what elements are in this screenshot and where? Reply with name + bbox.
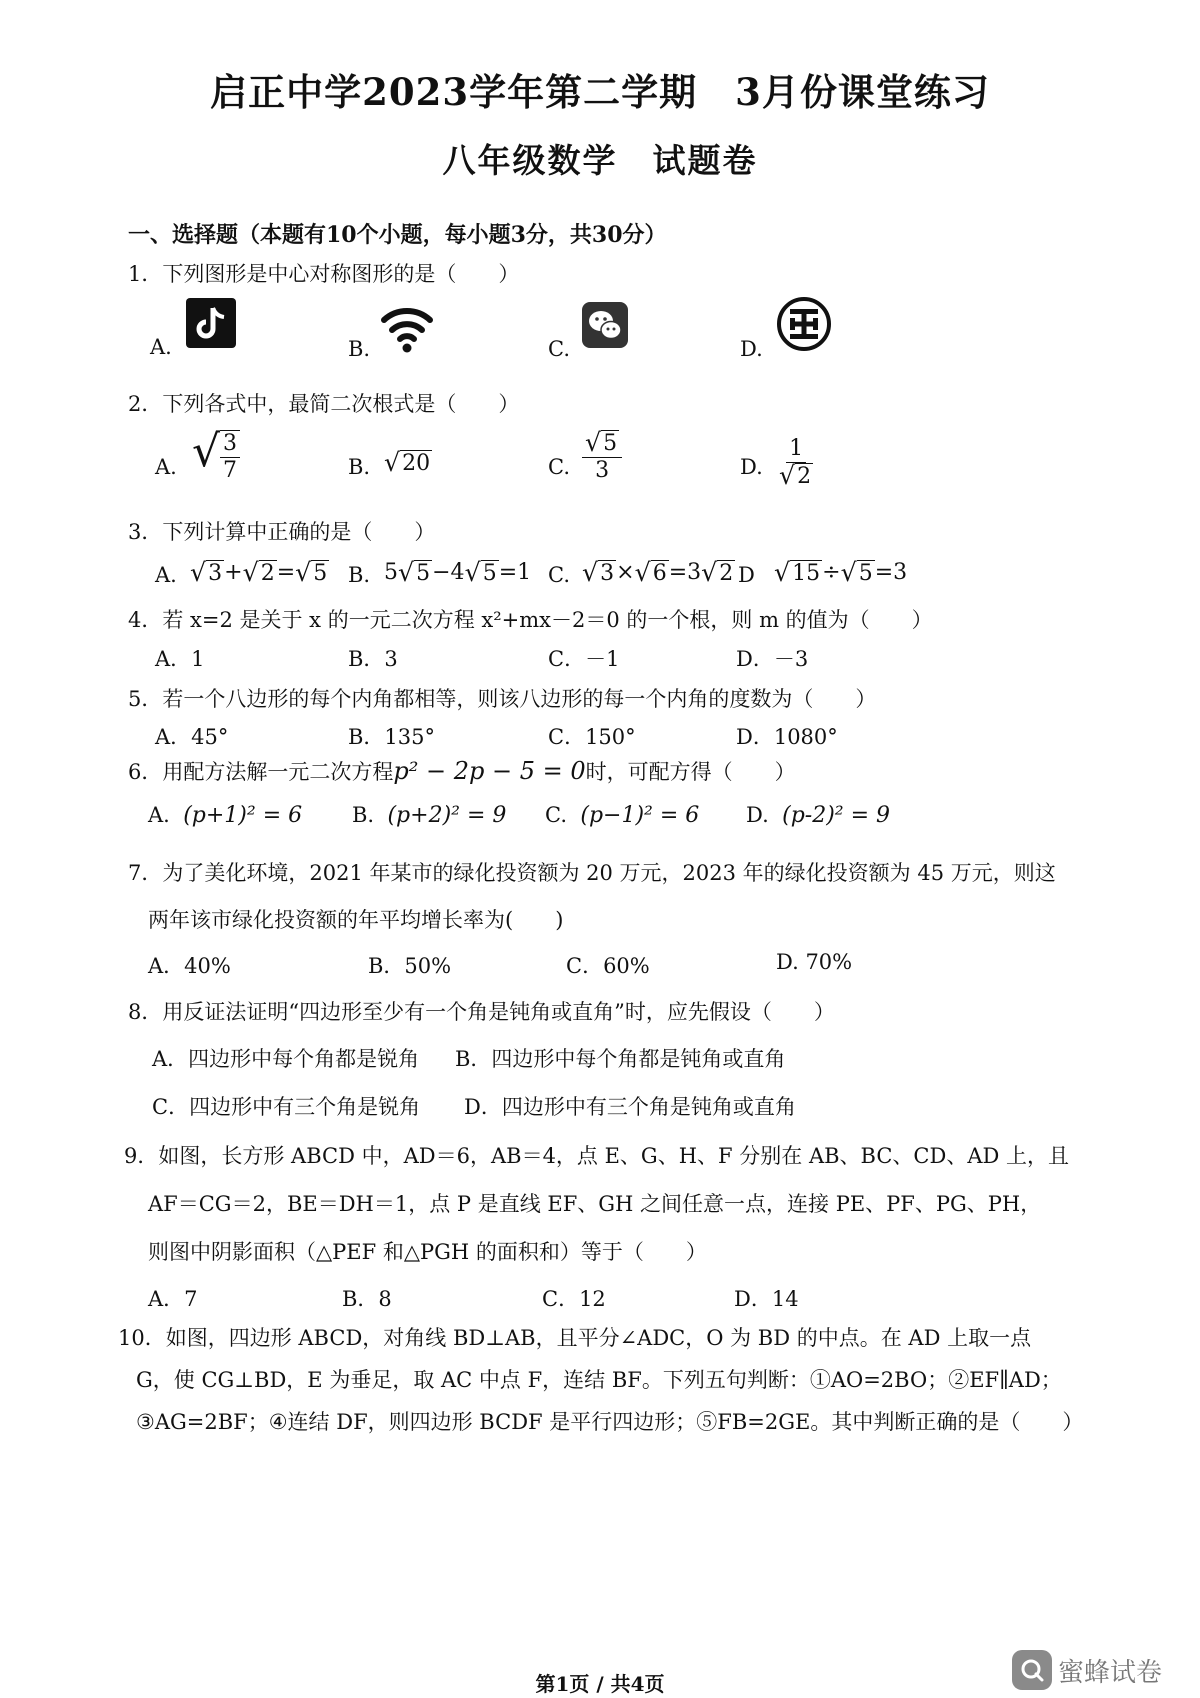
watermark xyxy=(1012,1650,1162,1690)
q3-option-b-label: B. xyxy=(348,563,371,587)
q2-option-a-expr: √ $\frac{3}{7}$ xyxy=(192,430,240,485)
q6-option-d: D. (p-2)² = 9 xyxy=(746,803,891,828)
q9-option-d: D．14 xyxy=(734,1287,799,1311)
q2-option-b-label: B. xyxy=(348,455,371,479)
wechat-icon xyxy=(582,302,628,352)
q1-option-c-label: C. xyxy=(548,337,570,361)
q6-option-a: A. (p+1)² = 6 xyxy=(148,803,303,828)
q6-option-b: B. (p+2)² = 9 xyxy=(352,803,507,828)
q3-option-c-label: C. xyxy=(548,563,570,587)
q4-option-c: C．－1 xyxy=(548,647,620,671)
exam-subtitle: 八年级数学 试题卷 xyxy=(442,141,758,180)
question-9-line-3: 则图中阴影面积（△PEF 和△PGH 的面积和）等于（ ） xyxy=(148,1240,707,1264)
q8-option-b: B．四边形中每个角都是钝角或直角 xyxy=(455,1047,786,1071)
q3-option-d-expr: √ 15 ÷ √ 5 =3 xyxy=(774,558,908,587)
q7-option-a: A．40% xyxy=(148,954,231,978)
q4-option-b: B．3 xyxy=(348,647,398,671)
question-10-line-2: G，使 CG⊥BD，E 为垂足，取 AC 中点 F，连结 BF。下列五句判断：①AO=2BO；②EF∥AD； xyxy=(136,1368,1062,1392)
bank-logo-icon xyxy=(776,296,832,356)
question-5-stem: 5．若一个八边形的每个内角都相等，则该八边形的每一个内角的度数为（ ） xyxy=(128,687,877,711)
q4-option-a: A．1 xyxy=(155,647,205,671)
q5-option-d: D．1080° xyxy=(736,725,838,749)
q3-option-d-label: D xyxy=(738,563,755,587)
q5-option-c: C．150° xyxy=(548,725,636,749)
question-9-line-1: 9．如图，长方形 ABCD 中，AD＝6，AB＝4，点 E、G、H、F 分别在 AB、BC、CD、AD 上，且 xyxy=(124,1144,1070,1168)
q9-option-a: A．7 xyxy=(148,1287,198,1311)
question-7-line-1: 7．为了美化环境，2021 年某市的绿化投资额为 20 万元，2023 年的绿化投资额为 45 万元，则这 xyxy=(128,861,1056,885)
q4-option-d: D．－3 xyxy=(736,647,809,671)
q1-option-b-label: B. xyxy=(348,337,371,361)
q7-option-c: C．60% xyxy=(566,954,650,978)
q8-option-d: D．四边形中有三个角是钝角或直角 xyxy=(464,1095,796,1119)
q2-option-b-expr: √ 20 xyxy=(384,448,431,477)
q5-option-a: A．45° xyxy=(155,725,229,749)
q1-option-a-label: A. xyxy=(150,335,172,359)
q9-option-c: C．12 xyxy=(542,1287,606,1311)
question-9-line-2: AF＝CG＝2，BE＝DH＝1，点 P 是直线 EF、GH 之间任意一点，连接 PE、PF、PG、PH， xyxy=(148,1192,1042,1216)
q8-option-a: A．四边形中每个角都是锐角 xyxy=(152,1047,420,1071)
question-6-stem: 6．用配方法解一元二次方程p² − 2p − 5 = 0时，可配方得（ ） xyxy=(128,757,796,785)
q1-option-d-label: D. xyxy=(740,337,763,361)
q9-option-b: B．8 xyxy=(342,1287,392,1311)
q3-option-a-label: A. xyxy=(155,563,177,587)
q8-option-c: C．四边形中有三个角是锐角 xyxy=(152,1095,421,1119)
question-10-line-3: ③AG=2BF；④连结 DF，则四边形 BCDF 是平行四边形；⑤FB=2GE。其中判断正确的是（ ） xyxy=(136,1410,1084,1434)
question-1-stem: 1．下列图形是中心对称图形的是（ ） xyxy=(128,262,520,286)
q2-option-a-label: A. xyxy=(155,455,177,479)
question-8-stem: 8．用反证法证明“四边形至少有一个角是钝角或直角”时，应先假设（ ） xyxy=(128,1000,835,1024)
q3-option-a-expr: √ 3 + √ 2 = √ 5 xyxy=(190,558,328,587)
question-2-stem: 2．下列各式中，最简二次根式是（ ） xyxy=(128,392,520,416)
bee-logo-icon xyxy=(1012,1650,1052,1690)
q5-option-b: B．135° xyxy=(348,725,436,749)
q2-option-d-expr: 1 √ 2 xyxy=(779,436,812,491)
question-7-line-2: 两年该市绿化投资额的年平均增长率为( ) xyxy=(148,908,564,932)
q3-option-c-expr: √ 3 × √ 6 =3 √ 2 xyxy=(582,558,734,587)
q3-option-b-expr: 5 √ 5 −4 √ 5 =1 xyxy=(384,558,532,587)
q2-option-c-expr: √ 5 3 xyxy=(582,430,622,484)
wifi-icon xyxy=(380,302,434,358)
tiktok-icon xyxy=(186,298,236,352)
q2-option-c-label: C. xyxy=(548,455,570,479)
page-number: 第1页 / 共4页 xyxy=(535,1672,665,1696)
question-4-stem: 4．若 x=2 是关于 x 的一元二次方程 x²+mx－2＝0 的一个根，则 m 的值为（ ） xyxy=(128,608,933,632)
q7-option-b: B．50% xyxy=(368,954,452,978)
question-3-stem: 3．下列计算中正确的是（ ） xyxy=(128,520,436,544)
q6-option-c: C. (p−1)² = 6 xyxy=(545,803,700,828)
exam-title: 启正中学2023学年第二学期 3月份课堂练习 xyxy=(210,70,990,114)
section-heading: 一、选择题（本题有10个小题，每小题3分，共30分） xyxy=(128,222,667,248)
q7-option-d: D. 70% xyxy=(776,950,853,974)
q2-option-d-label: D. xyxy=(740,455,763,479)
question-10-line-1: 10．如图，四边形 ABCD，对角线 BD⊥AB，且平分∠ADC，O 为 BD 的中点。在 AD 上取一点 xyxy=(118,1326,1032,1350)
watermark-text: 蜜蜂试卷 xyxy=(1058,1657,1163,1688)
